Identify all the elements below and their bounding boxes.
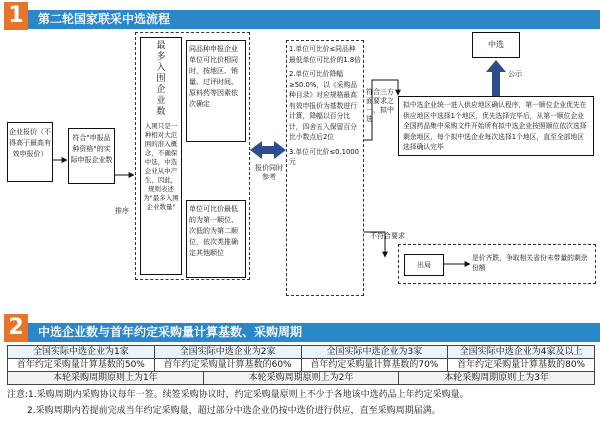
table-cell: 全国实际中选企业为4家及以上	[448, 346, 595, 359]
table-cell: 本轮采购周期原则上为3年	[399, 372, 595, 385]
same-variety-text: 同品种申报企业单位可比价相同时，按地区、销量、过评时间、原料药等因素依次确定	[189, 45, 238, 108]
table-cell: 首年约定采购量计算基数的50%	[8, 359, 155, 372]
enterprise-quote-text: 企业报价（不得高于最高有效申报价）	[9, 128, 51, 158]
enterprise-quote-box	[7, 122, 53, 182]
ranking-label: 排序	[115, 207, 129, 215]
section1-title: 第二轮国家联采中选流程	[28, 10, 600, 29]
max-selected-detail: 入围只是一种相对大范围的准入概念，不确保中选，中选企业从中产生，因此，规则表述为"最多入围企业数量"	[143, 122, 179, 211]
table-cell: 首年约定采购量计算基数的60%	[154, 359, 301, 372]
not-meet-label: 不符合要求	[370, 232, 405, 240]
eliminated-detail: 是价齐跌，争取相关省份未带量的剩余份额	[472, 254, 588, 272]
max-selected-box	[140, 37, 182, 275]
qualified-count-box	[68, 128, 115, 184]
note-1: 注意:1.采购周期内采购协议每年一签。续签采购协议时，约定采购量原则上不少于各地该中选药品上年约定采购量。	[7, 390, 469, 400]
table-cell: 本轮采购周期原则上为2年	[203, 372, 399, 385]
max-selected-title: 最多入围企业数	[156, 41, 166, 117]
meets-one-label: 符合三方面要求之一，拟中选	[366, 88, 394, 123]
reference-label: 报价同时参考	[255, 164, 283, 181]
table-cell: 首年约定采购量计算基数的70%	[301, 359, 448, 372]
note-2: 2.采购周期内若提前完成当年约定采购量，超过部分中选企业仍按中选价进行供应，直至采购周期届满。	[27, 406, 441, 416]
section2-title: 中选企业数与首年约定采购量计算基数、采购周期	[28, 323, 600, 342]
rule-1: 1.单位可比价≤同品种最低单位可比价的1.8倍	[289, 45, 361, 64]
supply-process-box	[398, 96, 594, 156]
table-row	[8, 359, 595, 372]
rule-2: 2.单位可比价降幅≥50.0%，以《采购品种目录》对应规格最高有效申报价为基数进行计算，降幅以百分比计，四舍五入保留百分比小数点后2位	[289, 70, 358, 141]
table-cell: 本轮采购周期原则上为1年	[8, 372, 204, 385]
eliminated-box	[404, 254, 444, 276]
section2-number: 2	[4, 314, 28, 342]
supply-process-text: 拟中选企业统一进入供应地区确认程序，第一顺位企业优先在供应地区中选择1个地区，优先选择完毕后，从第一顺位企业全国药品集中采购文件开始所有拟中选企业按照顺位依次选择剩余地区，每个拟中选企业每次选择1个地区，直至全部地区选择确认完毕	[403, 101, 587, 151]
table-cell: 首年约定采购量计算基数的80%	[448, 359, 595, 372]
table-cell: 全国实际中选企业为2家	[154, 346, 301, 359]
qualified-count-text: 符合"申报品种资格"的实际申报企业数	[70, 134, 113, 164]
reference-double-arrow	[250, 141, 286, 159]
table-row	[8, 372, 595, 385]
selected-box	[472, 32, 520, 58]
publicize-arrow	[486, 60, 506, 96]
unit-price-order-box	[186, 200, 246, 278]
table-cell: 全国实际中选企业为3家	[301, 346, 448, 359]
rule-3: 3.单位可比价≤0.1000元	[289, 147, 359, 166]
same-variety-box	[186, 40, 246, 142]
selected-text: 中选	[488, 40, 504, 49]
selection-table	[7, 345, 595, 372]
eliminated-text: 出局	[417, 261, 431, 269]
publicize-label: 公示	[508, 70, 522, 78]
rules-box	[286, 40, 364, 296]
unit-price-order-text: 单位可比价最低的为第一顺位、次低的为第二顺位，依次类推确定其他顺位	[189, 205, 238, 257]
section1-number: 1	[4, 2, 28, 30]
period-table	[7, 371, 595, 385]
table-row	[8, 346, 595, 359]
table-cell: 全国实际中选企业为1家	[8, 346, 155, 359]
